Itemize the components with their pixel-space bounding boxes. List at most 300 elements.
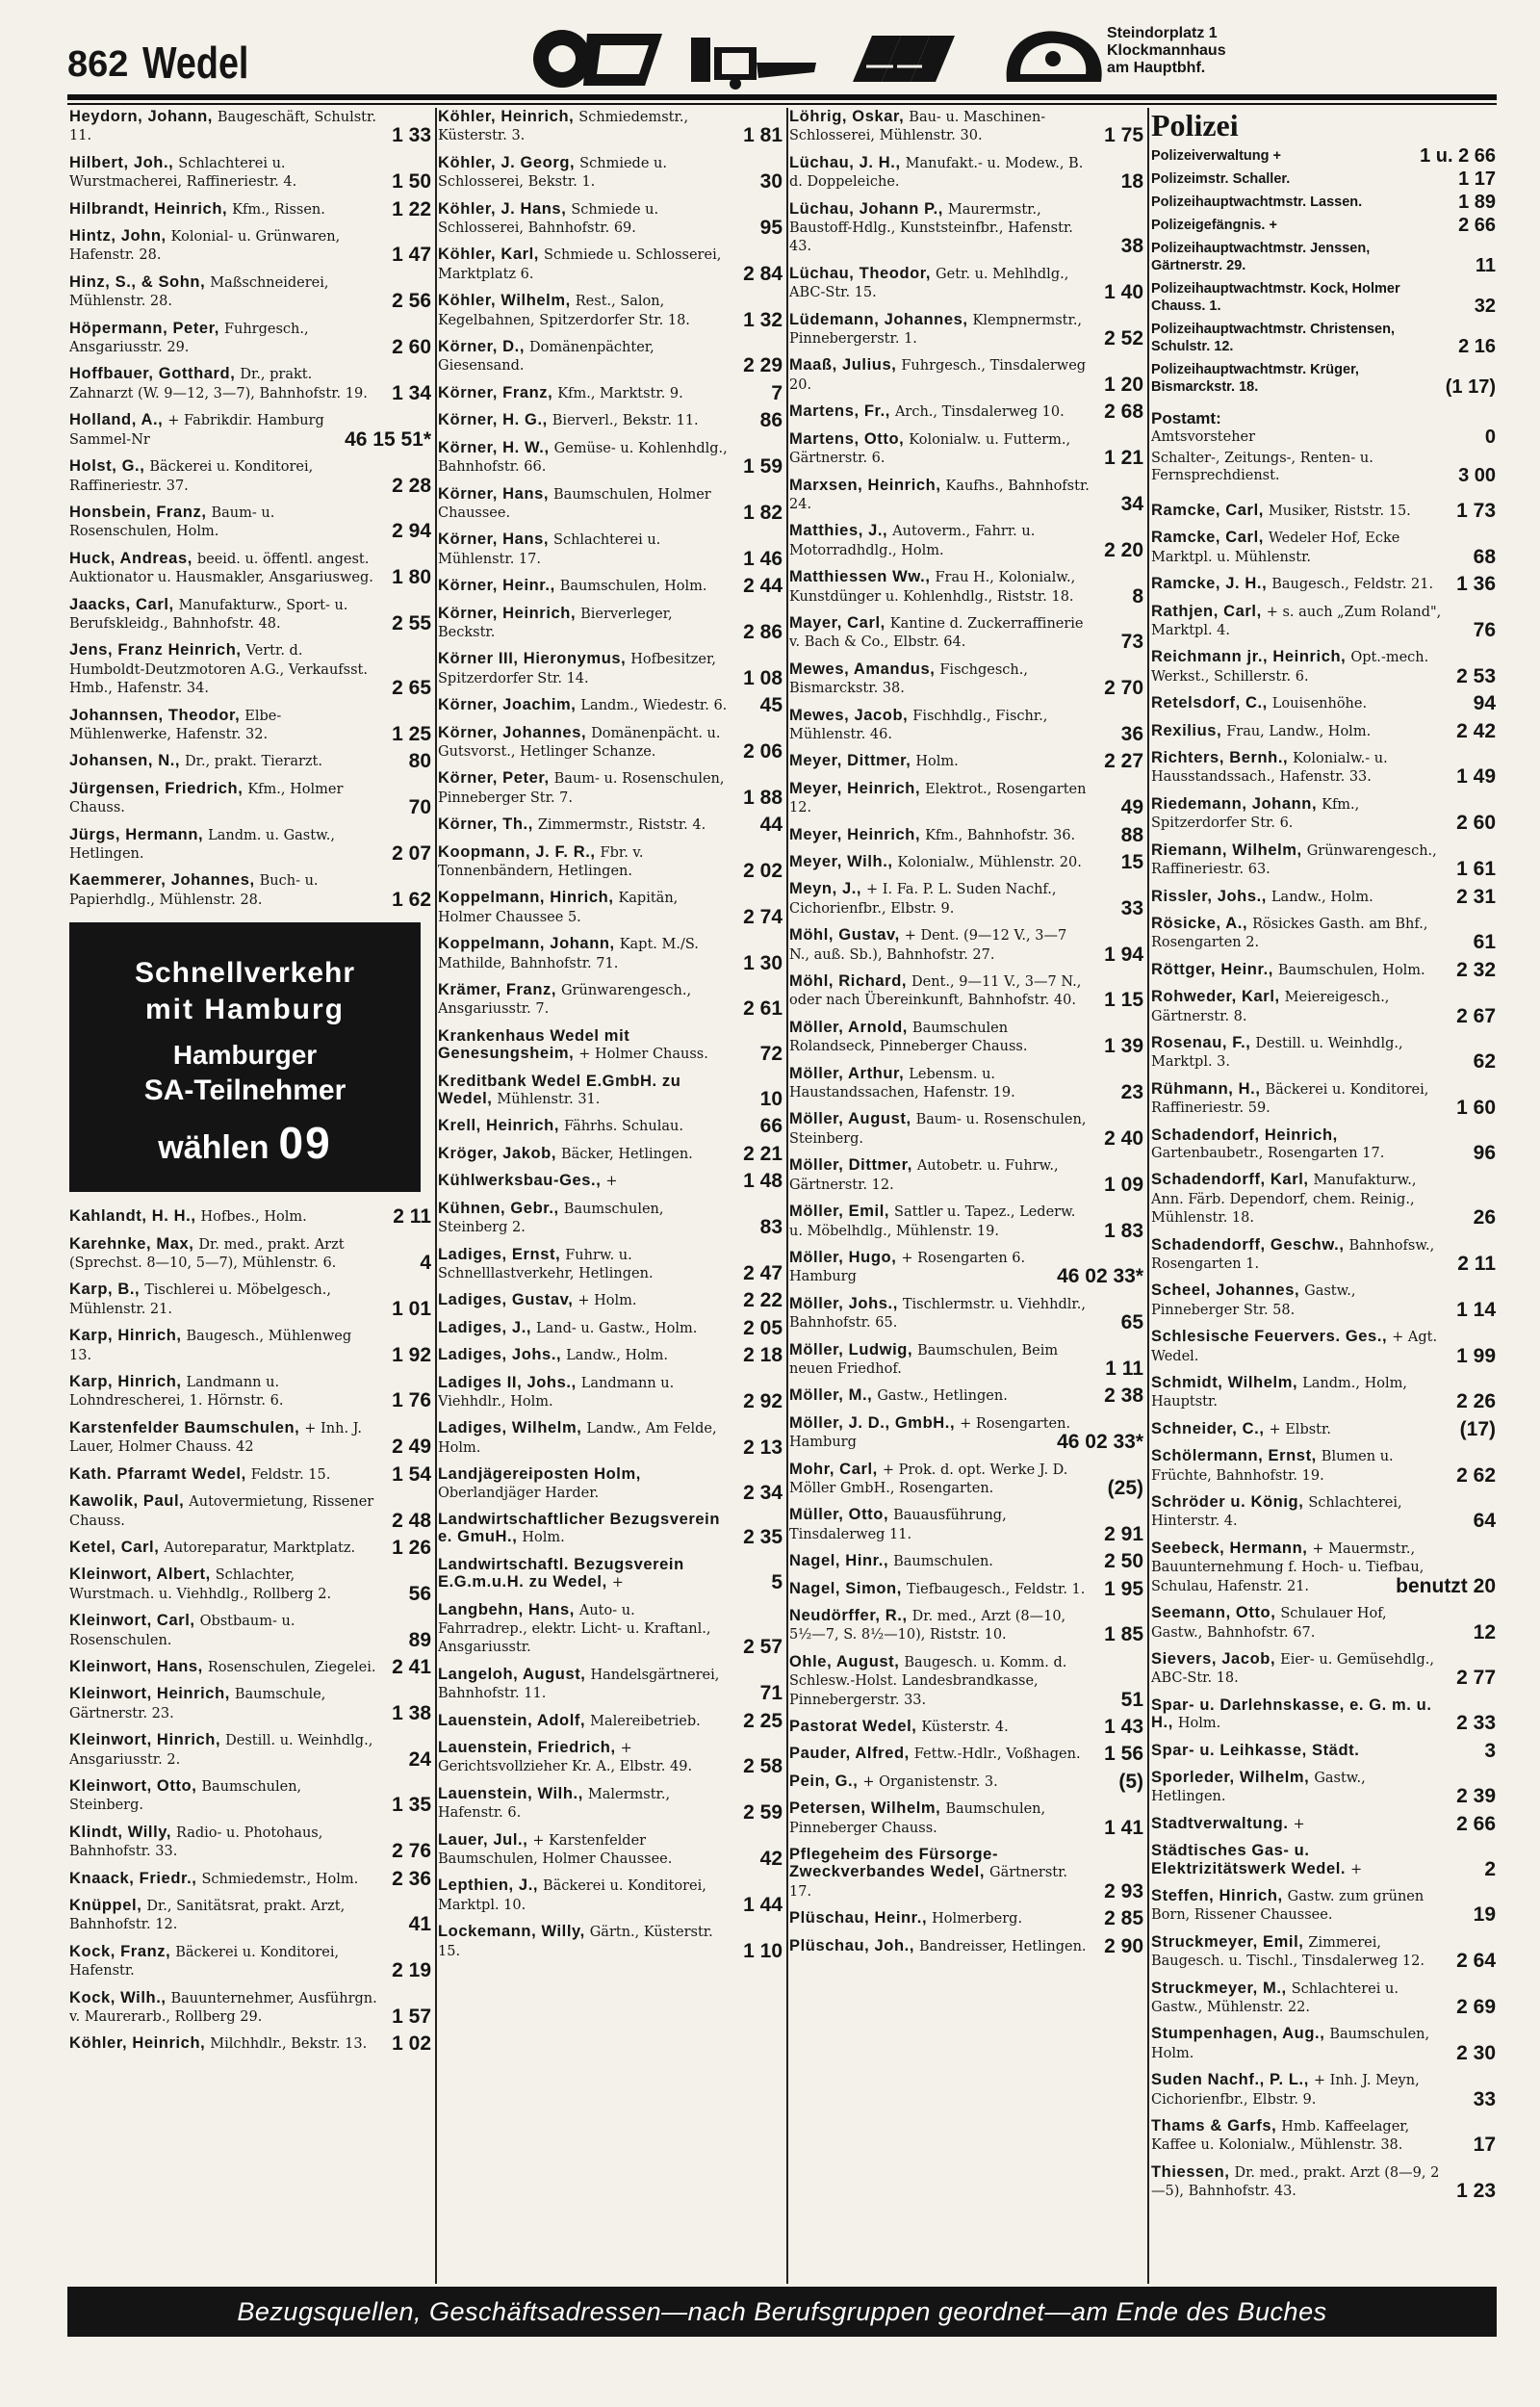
entry-details: Auto- u. Fahrradrep., elektr. Licht- u. Kraftanl., Ansgariusstr.	[438, 1602, 711, 1656]
entry-details: Bierverleger, Beckstr.	[438, 606, 673, 640]
phone-number: 2 41	[392, 1655, 431, 1678]
directory-entry	[1151, 795, 1498, 833]
directory-entry	[1151, 1034, 1498, 1072]
entry-name: Pein, G.,	[789, 1772, 859, 1790]
entry-details: Tischlermstr. u. Viehhdlr., Bahnhofstr. 65.	[789, 1296, 1086, 1332]
entry-name: Scheel, Johannes,	[1151, 1281, 1300, 1300]
entry-name: Lüchau, Theodor,	[789, 264, 932, 282]
directory-entry	[69, 154, 433, 192]
phone-number: 2 29	[743, 354, 783, 377]
entry-details: Holm.	[522, 1530, 565, 1546]
phone-number: 2 35	[743, 1526, 783, 1549]
phone-number: 1 40	[1104, 281, 1143, 304]
entry-name: Klindt, Willy,	[69, 1823, 172, 1841]
directory-entry	[69, 1655, 433, 1678]
entry-details: Landw., Holm.	[1270, 889, 1373, 905]
directory-entry	[69, 1897, 433, 1934]
entry-details: Manufakt.- u. Modew., B. d. Doppeleiche.	[789, 155, 1084, 191]
entry-details: + Rosengarten. Hamburg	[789, 1415, 1071, 1451]
directory-entry	[1151, 692, 1498, 715]
entry-name: Ladiges, Gustav,	[438, 1291, 574, 1309]
phone-number: 4	[420, 1252, 431, 1275]
directory-entry	[69, 1685, 433, 1722]
entry-details: Schmiede u. Schlosserei, Bekstr. 1.	[438, 155, 667, 191]
entry-name: Ladiges II, Johs.,	[438, 1373, 577, 1391]
entry-details: Baum- u. Rosenschulen, Pinneberger Str. 7.	[438, 771, 725, 806]
directory-entry	[789, 1203, 1145, 1240]
phone-number: 2 18	[743, 1344, 783, 1367]
entry-name: Körner, Heinr.,	[438, 577, 555, 595]
entry-details: + Dent. (9—12 V., 3—7 N., auß. Sb.), Bahnhofstr. 27.	[789, 928, 1067, 963]
phone-number: 2 26	[1456, 1390, 1496, 1413]
entry-name: Meyer, Heinrich,	[789, 825, 921, 843]
entry-name: Möhl, Gustav,	[789, 926, 900, 945]
phone-number: (25)	[1107, 1476, 1143, 1499]
directory-entry	[1151, 958, 1498, 981]
entry-name: Möller, August,	[789, 1110, 911, 1128]
entry-details: Landm., Holm, Hauptstr.	[1151, 1376, 1407, 1411]
phone-number: 2 68	[1104, 401, 1143, 424]
entry-name: Kaemmerer, Johannes,	[69, 871, 255, 890]
office-label: Polizeigefängnis. +	[1151, 218, 1277, 233]
phone-number: 42	[759, 1848, 783, 1871]
phone-number: 1 09	[1104, 1173, 1143, 1196]
entry-name: Krell, Heinrich,	[438, 1117, 560, 1135]
phone-number: 45	[759, 694, 783, 717]
directory-entry	[438, 605, 784, 642]
directory-entry	[438, 381, 784, 404]
entry-name: Lüchau, J. H.,	[789, 153, 901, 171]
directory-entry	[438, 650, 784, 687]
directory-entry	[1151, 1980, 1498, 2017]
directory-entry	[1151, 1417, 1498, 1440]
entry-details: Landm. u. Gastw., Hetlingen.	[69, 827, 335, 862]
phone-number: 83	[759, 1216, 783, 1239]
entry-details: Kantine d. Zuckerraffinerie v. Bach & Co., Elbstr. 64.	[789, 615, 1084, 651]
page-header	[67, 19, 1497, 96]
directory-entry	[438, 575, 784, 598]
phone-number: 2 94	[392, 520, 431, 543]
entry-details: Domänenpächter, Giesensand.	[438, 340, 654, 375]
entry-details: Fuhrw. u. Schnelllastverkehr, Hetlingen.	[438, 1247, 654, 1281]
entry-details: Baumschulen, Holmer Chaussee.	[438, 486, 711, 521]
entry-details: Musiker, Riststr. 15.	[1268, 504, 1411, 519]
directory-entry	[438, 1419, 784, 1457]
phone-number: 1 26	[392, 1536, 431, 1559]
directory-entry	[69, 1536, 433, 1559]
entry-name: Körner, Joachim,	[438, 696, 577, 714]
directory-entry	[789, 926, 1145, 964]
directory-entry	[438, 769, 784, 807]
phone-number: 1 83	[1104, 1219, 1143, 1242]
entry-details: Landmann u. Viehhdlr., Holm.	[438, 1375, 675, 1410]
entry-details: Kfm., Rissen.	[232, 201, 325, 218]
phone-number: 2	[1484, 1857, 1496, 1880]
entry-details: Schlachter, Wurstmach. u. Viehhdlg., Rollberg 2.	[69, 1567, 332, 1602]
entry-details: Rosenschulen, Ziegelei.	[207, 1659, 376, 1675]
phone-number: 1 89	[1458, 192, 1496, 213]
entry-details: + Holmer Chauss.	[578, 1047, 708, 1063]
phone-number: 68	[1473, 545, 1496, 568]
corner-address	[1107, 25, 1226, 77]
directory-entry	[1151, 1171, 1498, 1227]
directory-entry	[1151, 2071, 1498, 2109]
phone-number: 46 02 33*	[1057, 1431, 1143, 1454]
directory-entry	[1151, 841, 1498, 879]
entry-name: Kleinwort, Hinrich,	[69, 1731, 221, 1749]
phone-number: 1 61	[1456, 858, 1496, 881]
entry-name: Schadendorf, Heinrich,	[1151, 1126, 1338, 1144]
entry-name: Retelsdorf, C.,	[1151, 694, 1268, 712]
phone-number: 2 58	[743, 1755, 783, 1778]
entry-details: Gastw., Hetlingen.	[877, 1388, 1008, 1405]
directory-entry	[1151, 1604, 1498, 1642]
entry-name: Huck, Andreas,	[69, 549, 192, 567]
entry-details: +	[1350, 1861, 1363, 1877]
office-label: Polizeihauptwachtmstr. Jenssen, Gärtnerstr. 29.	[1151, 241, 1371, 273]
directory-entry	[1151, 2025, 1498, 2062]
phone-number: 1 60	[1456, 1097, 1496, 1120]
directory-entry	[789, 1506, 1145, 1543]
entry-name: Stadtverwaltung.	[1151, 1814, 1289, 1832]
entry-name: Möller, Ludwig,	[789, 1340, 913, 1359]
phone-number: 1 11	[1105, 1357, 1143, 1380]
entry-details: Kolonialw.- u. Hausstandssach., Hafenstr. 33.	[1151, 751, 1388, 786]
phone-number: 1 23	[1456, 2180, 1496, 2203]
directory-entry	[789, 750, 1145, 773]
entry-details: Landmann u. Lohndrescherei, 1. Hörnstr. 6.	[69, 1375, 284, 1410]
directory-entry	[438, 694, 784, 717]
phone-number: 1 21	[1104, 447, 1143, 470]
directory-entry	[1151, 2163, 1498, 2201]
entry-name: Hinz, S., & Sohn,	[69, 272, 206, 291]
phone-number: 2 52	[1104, 327, 1143, 350]
directory-entry	[789, 265, 1145, 302]
ad-line: SA-Teilnehmer	[143, 1074, 346, 1107]
entry-name: Lauenstein, Adolf,	[438, 1711, 586, 1729]
directory-entry	[1151, 648, 1498, 686]
entry-name: Holland, A.,	[69, 411, 164, 429]
directory-entry	[438, 843, 784, 881]
entry-details: Bierverl., Bekstr. 11.	[552, 413, 699, 429]
entry-name: Schadendorff, Geschw.,	[1151, 1235, 1345, 1254]
entry-name: Möller, Arnold,	[789, 1018, 908, 1036]
office-entry	[1151, 217, 1498, 234]
entry-details: Sattler u. Tapez., Lederw. u. Möbelhdlg., Mühlenstr. 19.	[789, 1204, 1076, 1239]
entry-name: Sporleder, Wilhelm,	[1151, 1768, 1310, 1786]
entry-details: Landm., Wiedestr. 6.	[580, 698, 728, 714]
entry-name: Martens, Otto,	[789, 429, 905, 448]
entry-details: Tiefbaugesch., Feldstr. 1.	[906, 1581, 1086, 1597]
directory-entry	[789, 1653, 1145, 1709]
phone-number: 2 60	[392, 336, 431, 359]
entry-details: Fährhs. Schulau.	[564, 1119, 683, 1135]
phone-number: 2 85	[1104, 1907, 1143, 1930]
directory-entry	[438, 409, 784, 432]
entry-details: Fettw.-Hdlr., Voßhagen.	[913, 1747, 1081, 1763]
entry-details: Milchhdlr., Bekstr. 13.	[210, 2036, 368, 2053]
entry-details: Schlachterei u. Mühlenstr. 17.	[438, 532, 661, 567]
entry-name: Jürgensen, Friedrich,	[69, 779, 244, 797]
office-entry	[1151, 280, 1498, 315]
directory-entry	[789, 1065, 1145, 1102]
directory-entry	[789, 1156, 1145, 1194]
phone-number: 2 16	[1458, 336, 1496, 357]
directory-entry	[789, 1577, 1145, 1600]
phone-number: 2 30	[1456, 2041, 1496, 2064]
entry-details: Kolonialw., Mühlenstr. 20.	[897, 855, 1082, 870]
phone-number: 1 35	[392, 1794, 431, 1817]
entry-details: Schulauer Hof, Gastw., Bahnhofstr. 67.	[1151, 1606, 1387, 1641]
entry-details: Zimmermstr., Riststr. 4.	[537, 817, 706, 834]
directory-entry	[789, 972, 1145, 1010]
entry-name: Heydorn, Johann,	[69, 108, 213, 125]
entry-name: Karp, B.,	[69, 1281, 141, 1299]
entry-name: Pflegeheim des Fürsorge-Zweckverbandes Wedel,	[789, 1846, 999, 1881]
phone-number: 95	[759, 217, 783, 240]
directory-entry	[69, 1731, 433, 1769]
phone-number: 2 66	[1458, 215, 1496, 236]
entry-details: Louisenhöhe.	[1271, 696, 1368, 712]
phone-number: 89	[408, 1628, 431, 1651]
phone-number: 1 32	[743, 308, 783, 331]
directory-entry	[1151, 603, 1498, 640]
phone-number: 36	[1120, 722, 1143, 745]
directory-entry	[438, 1666, 784, 1703]
entry-name: Langeloh, August,	[438, 1665, 586, 1683]
entry-details: Getr. u. Mehlhdlg., ABC-Str. 15.	[789, 266, 1069, 301]
entry-name: Rohweder, Karl,	[1151, 988, 1280, 1006]
entry-name: Ladiges, J.,	[438, 1318, 532, 1336]
ad-line: mit Hamburg	[144, 994, 345, 1026]
phone-number: 2 84	[743, 262, 783, 285]
phone-number: 1 46	[743, 547, 783, 570]
entry-details: Klempnermstr., Pinnebergerstr. 1.	[789, 312, 1083, 348]
tire-icon	[529, 24, 666, 91]
page-number: 862	[67, 44, 129, 85]
entry-name: Karp, Hinrich,	[69, 1373, 182, 1391]
entry-details: Kapitän, Holmer Chaussee 5.	[438, 891, 679, 925]
directory-entry	[69, 871, 433, 909]
entry-name: Karp, Hinrich,	[69, 1327, 182, 1345]
entry-name: Mewes, Jacob,	[789, 706, 909, 724]
directory-entry	[69, 365, 433, 402]
directory-entry	[438, 1115, 784, 1138]
phone-number: 2 86	[743, 620, 783, 643]
entry-name: Schlesische Feuervers. Ges.,	[1151, 1328, 1388, 1346]
directory-entry	[69, 227, 433, 265]
entry-name: Lauenstein, Wilh.,	[438, 1784, 583, 1802]
entry-name: Suden Nachf., P. L.,	[1151, 2071, 1309, 2089]
directory-entry	[1151, 1540, 1498, 1595]
directory-entry	[438, 935, 784, 972]
entry-name: Koopmann, J. F. R.,	[438, 842, 596, 861]
office-entry	[1151, 428, 1498, 446]
entry-details: Autobetr. u. Fuhrw., Gärtnerstr. 12.	[789, 1158, 1059, 1193]
directory-entry	[789, 200, 1145, 256]
entry-details: Bandreisser, Hetlingen.	[918, 1938, 1087, 1954]
phone-number: 2 20	[1104, 538, 1143, 561]
entry-name: Körner, H. G.,	[438, 411, 548, 429]
entry-details: Bahnhofsw., Rosengarten 1.	[1151, 1237, 1435, 1272]
entry-name: Möller, J. D., GmbH.,	[789, 1413, 956, 1432]
phone-number: 2 74	[743, 905, 783, 928]
entry-details: + Agt. Wedel.	[1151, 1330, 1438, 1364]
directory-entry	[69, 197, 433, 220]
entry-name: Kleinwort, Albert,	[69, 1566, 211, 1584]
directory-entry	[69, 1492, 433, 1530]
directory-entry	[789, 522, 1145, 559]
entry-name: Kock, Franz,	[69, 1942, 171, 1960]
office-entry	[1151, 450, 1498, 484]
column-1	[69, 108, 433, 2284]
phone-number: 2 32	[1456, 958, 1496, 981]
phone-number: 2 40	[1104, 1126, 1143, 1150]
entry-details: + Mauermstr., Bauunternehmung f. Hoch- u. Tiefbau, Schulau, Hafenstr. 21.	[1151, 1540, 1424, 1594]
entry-details: + Holm.	[578, 1293, 637, 1309]
entry-name: Möller, Dittmer,	[789, 1156, 912, 1175]
entry-name: Nagel, Simon,	[789, 1579, 902, 1597]
directory-entry	[438, 1601, 784, 1657]
phone-number: 38	[1120, 235, 1143, 258]
entry-name: Kleinwort, Heinrich,	[69, 1685, 230, 1703]
entry-details: Landw., Holm.	[566, 1348, 668, 1364]
entry-name: Ramcke, Carl,	[1151, 502, 1264, 519]
phone-number: 2 48	[392, 1509, 431, 1532]
phone-number: 1 47	[392, 244, 431, 267]
column-divider	[786, 108, 788, 2284]
directory-entry	[1151, 502, 1498, 520]
directory-entry	[1151, 1126, 1498, 1163]
directory-entry	[69, 108, 433, 145]
directory-entry	[438, 1316, 784, 1339]
phone-number: 1 62	[392, 888, 431, 911]
directory-entry	[1151, 1374, 1498, 1411]
phone-number: 62	[1473, 1050, 1496, 1074]
phone-number: 2 31	[1456, 885, 1496, 908]
directory-entry	[69, 1327, 433, 1364]
entry-name: Städtisches Gas- u. Elektrizitätswerk Wedel.	[1151, 1842, 1347, 1877]
entry-details: Malermstr., Hafenstr. 6.	[438, 1786, 671, 1822]
directory-entry	[1151, 1739, 1498, 1762]
entry-details: Kolonialw. u. Futterm., Gärtnerstr. 6.	[789, 431, 1071, 467]
directory-entry	[69, 596, 433, 634]
entry-name: Matthiessen Ww.,	[789, 568, 931, 586]
entry-details: Hofbes., Holm.	[200, 1209, 307, 1226]
entry-name: Körner, Hans,	[438, 531, 550, 549]
directory-entry	[789, 1716, 1145, 1739]
entry-details: Kfm., Bahnhofstr. 36.	[925, 827, 1076, 843]
entry-details: Dr. med., Arzt (8—10, 5½—7, S. 8½—10), Riststr. 10.	[789, 1609, 1066, 1643]
entry-name: Reichmann jr., Heinrich,	[1151, 648, 1347, 666]
entry-details: Dr., Sanitätsrat, prakt. Arzt, Bahnhofstr. 12.	[69, 1899, 346, 1933]
phone-number: 2 90	[1104, 1934, 1143, 1957]
phone-number: 2 27	[1104, 750, 1143, 773]
entry-details: Kapt. M./S. Mathilde, Bahnhofstr. 71.	[438, 937, 699, 971]
place-title: Wedel	[142, 38, 249, 88]
phone-number: 2 91	[1104, 1522, 1143, 1545]
phone-number: 1 20	[1104, 373, 1143, 396]
phone-number: 66	[759, 1115, 783, 1138]
entry-details: Schlachterei u. Wurstmacherei, Raffineriestr. 4.	[69, 155, 297, 191]
directory-entry	[69, 320, 433, 357]
entry-details: Autoreparatur, Marktplatz.	[164, 1540, 356, 1556]
directory-entry	[1151, 1696, 1498, 1733]
entry-name: Lockemann, Willy,	[438, 1923, 585, 1941]
directory-entry	[438, 724, 784, 762]
entry-details: Dr. med., prakt. Arzt (Sprechst. 8—10, 5—7), Mühlenstr. 6.	[69, 1236, 345, 1272]
directory-entry	[69, 1419, 433, 1457]
directory-entry	[1151, 1080, 1498, 1118]
office-entry	[1151, 321, 1498, 355]
phone-number: 2 42	[1456, 719, 1496, 742]
entry-details: Bäckerei u. Konditorei, Raffineriestr. 37.	[69, 459, 314, 494]
entry-name: Jürgs, Hermann,	[69, 825, 204, 843]
office-label: Polizeihauptwachtmstr. Kock, Holmer Chauss. 1.	[1151, 281, 1400, 314]
phone-number: 2 28	[392, 474, 431, 497]
entry-name: Hoffbauer, Gotthard,	[69, 365, 236, 383]
phone-number: 1 80	[392, 566, 431, 589]
directory-entry	[438, 1027, 784, 1064]
entry-details: Baumschulen Rolandseck, Pinneberger Chauss.	[789, 1020, 1028, 1055]
entry-details: Landw., Am Felde, Holm.	[438, 1421, 717, 1456]
entry-details: Tischlerei u. Möbelgesch., Mühlenstr. 21.	[69, 1282, 331, 1317]
column-2	[438, 108, 784, 2284]
phone-number: 94	[1473, 692, 1496, 715]
header-rule-thin	[67, 103, 1497, 105]
directory-entry	[438, 1556, 784, 1592]
entry-name: Johansen, N.,	[69, 752, 181, 770]
entry-details: Handelsgärtnerei, Bahnhofstr. 11.	[438, 1667, 720, 1702]
directory-entry	[789, 1414, 1145, 1452]
office-label: Polizeihauptwachtmstr. Lassen.	[1151, 194, 1363, 210]
office-label: Polizeimstr. Schaller.	[1151, 171, 1291, 187]
directory-entry	[1151, 885, 1498, 908]
entry-name: Mewes, Amandus,	[789, 660, 936, 678]
directory-entry	[789, 154, 1145, 192]
entry-details: Baumschulen, Steinberg.	[69, 1778, 302, 1814]
directory-entry	[438, 200, 784, 238]
entry-name: Kühlwerksbau-Ges.,	[438, 1172, 602, 1190]
phone-number: 1 14	[1456, 1298, 1496, 1321]
phone-number: 1 38	[392, 1701, 431, 1724]
entry-details: Baumschule, Gärtnerstr. 23.	[69, 1687, 326, 1721]
phone-number: 1 94	[1104, 943, 1143, 966]
entry-details: Manufakturw., Ann. Färb. Dependorf, chem. Reinig., Mühlenstr. 18.	[1151, 1173, 1417, 1227]
directory-entry	[789, 477, 1145, 514]
entry-details: Baumschulen, Holm.	[1277, 962, 1425, 978]
phone-number: 2 22	[743, 1289, 783, 1312]
entry-details: Destill. u. Weinhdlg., Marktpl. 3.	[1151, 1035, 1403, 1071]
entry-name: Ladiges, Wilhelm,	[438, 1419, 582, 1437]
phone-number: 2 44	[743, 575, 783, 598]
entry-name: Riemann, Wilhelm,	[1151, 841, 1302, 859]
directory-entry	[438, 1923, 784, 1960]
entry-name: Seebeck, Hermann,	[1151, 1539, 1308, 1557]
directory-entry	[789, 108, 1145, 145]
entry-name: Mayer, Carl,	[789, 613, 886, 632]
phone-number: 1 57	[392, 2006, 431, 2029]
phone-number: 56	[408, 1582, 431, 1605]
entry-name: Körner, H. W.,	[438, 438, 550, 456]
entry-details: + Elbstr.	[1269, 1421, 1331, 1437]
phone-number: 1 36	[1456, 573, 1496, 596]
phone-number: 2 49	[392, 1436, 431, 1459]
entry-details: Maßschneiderei, Mühlenstr. 28.	[69, 274, 329, 310]
entry-name: Ladiges, Ernst,	[438, 1245, 561, 1263]
entry-name: Schneider, C.,	[1151, 1419, 1265, 1437]
entry-name: Höpermann, Peter,	[69, 319, 219, 337]
